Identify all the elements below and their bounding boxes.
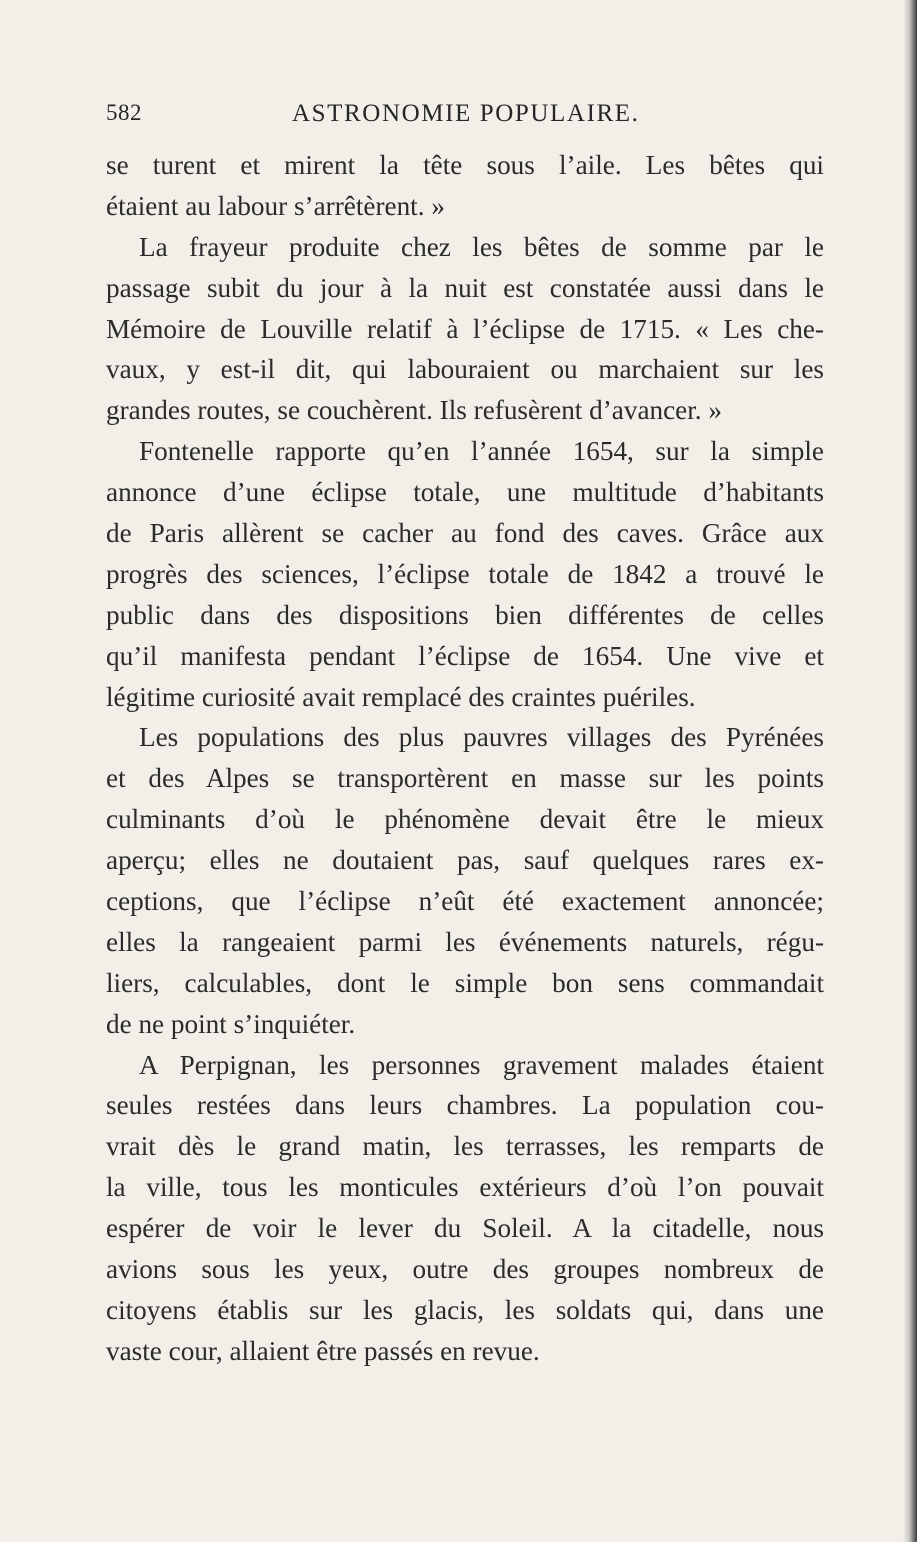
paragraph bbox=[106, 1045, 824, 1372]
text-line: espérer de voir le lever du Soleil. A la citadelle, nous bbox=[106, 1213, 824, 1244]
text-line: aperçu; elles ne doutaient pas, sauf quelques rares ex- bbox=[106, 845, 824, 876]
text-line: culminants d’où le phénomène devait être le mieux bbox=[106, 804, 824, 835]
text-line: vrait dès le grand matin, les terrasses, les remparts de bbox=[106, 1131, 824, 1162]
text-line: A Perpignan, les personnes gravement malades étaient bbox=[139, 1049, 824, 1080]
paragraph bbox=[106, 145, 824, 227]
paragraph bbox=[106, 227, 824, 431]
text-line: vaux, y est-il dit, qui labouraient ou marchaient sur les bbox=[106, 354, 824, 385]
text-line: grandes routes, se couchèrent. Ils refusèrent d’avancer. » bbox=[106, 395, 722, 426]
text-line: elles la rangeaient parmi les événements naturels, régu- bbox=[106, 926, 824, 957]
page-header bbox=[106, 100, 826, 134]
text-line: progrès des sciences, l’éclipse totale de 1842 a trouvé le bbox=[106, 558, 824, 589]
text-line: Mémoire de Louville relatif à l’éclipse de 1715. « Les che- bbox=[106, 313, 824, 344]
paragraph bbox=[106, 431, 824, 717]
text-line: annonce d’une éclipse totale, une multitude d’habitants bbox=[106, 477, 824, 508]
text-line: citoyens établis sur les glacis, les soldats qui, dans une bbox=[106, 1294, 824, 1325]
text-line: liers, calculables, dont le simple bon sens commandait bbox=[106, 967, 824, 998]
text-line: passage subit du jour à la nuit est constatée aussi dans le bbox=[106, 272, 824, 303]
text-line: La frayeur produite chez les bêtes de somme par le bbox=[139, 231, 824, 262]
text-line: la ville, tous les monticules extérieurs d’où l’on pouvait bbox=[106, 1172, 824, 1203]
text-line: et des Alpes se transportèrent en masse sur les points bbox=[106, 763, 824, 794]
page-number: 582 bbox=[106, 100, 142, 125]
text-line: Les populations des plus pauvres villages des Pyrénées bbox=[139, 722, 824, 753]
text-line: public dans des dispositions bien différentes de celles bbox=[106, 599, 824, 630]
text-line: de Paris allèrent se cacher au fond des caves. Grâce aux bbox=[106, 518, 824, 549]
text-line: vaste cour, allaient être passés en revue. bbox=[106, 1335, 540, 1366]
running-head: ASTRONOMIE POPULAIRE. bbox=[292, 100, 640, 127]
text-line: qu’il manifesta pendant l’éclipse de 1654. Une vive et bbox=[106, 640, 824, 671]
text-line: se turent et mirent la tête sous l’aile. Les bêtes qui bbox=[106, 150, 824, 180]
body-text bbox=[106, 145, 824, 1372]
text-line: seules restées dans leurs chambres. La population cou- bbox=[106, 1090, 824, 1121]
text-line: ceptions, que l’éclipse n’eût été exactement annoncée; bbox=[106, 886, 824, 917]
text-line: légitime curiosité avait remplacé des craintes puériles. bbox=[106, 681, 696, 712]
paragraph bbox=[106, 717, 824, 1044]
text-line: étaient au labour s’arrêtèrent. » bbox=[106, 190, 445, 221]
text-line: Fontenelle rapporte qu’en l’année 1654, sur la simple bbox=[139, 436, 824, 467]
text-line: de ne point s’inquiéter. bbox=[106, 1008, 356, 1039]
text-line: avions sous les yeux, outre des groupes nombreux de bbox=[106, 1254, 824, 1285]
page-edge-shadow bbox=[903, 0, 917, 1542]
